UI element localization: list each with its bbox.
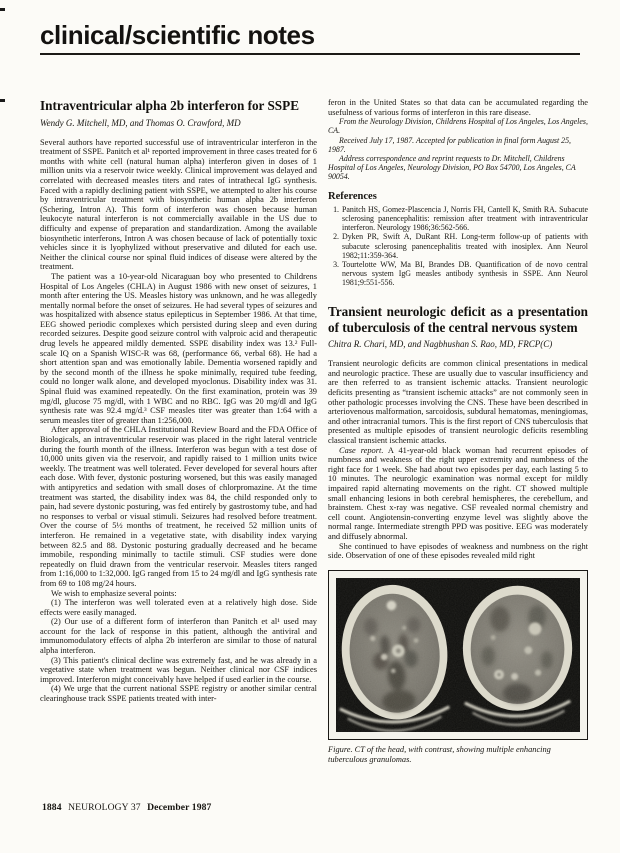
ct-scan-figure [328, 570, 588, 740]
scan-edge-mark [0, 99, 5, 102]
reference-item: 2. Dyken PR, Swift A, DuRant RH. Long-term follow-up of patients with subacute sclerosing panencephalitis treated with inosiplex. Ann Neurol 1982;11:359-364. [341, 232, 588, 259]
article2-paragraph: Transient neurologic deficits are common clinical presentations in medical and neurologic practice. These are usually due to vascular insufficiency and are then referred to as transient ischemic attacks. Transient neurologic deficits presenting as “transient ischemic attacks” are not commonly seen in other pathologic processes involving the CNS. These have been described in arteriovenous malformation, sarcoidosis, subdural hematomas, meningiomas, and other intracranial tumors. This is the first report of CNS tuberculosis that presented as multiple episodes of transient neurologic deficits resembling classical transient ischemic attacks. [328, 359, 588, 445]
article2 [328, 304, 588, 765]
article1-received-note: Received July 17, 1987. Accepted for publication in final form August 25, 1987. [328, 135, 571, 154]
figure-caption: Figure. CT of the head, with contrast, showing multiple enhancing tuberculous granulomas. [328, 744, 551, 764]
reference-item: 1. Panitch HS, Gomez-Plascencia J, Norris FH, Cantell K, Smith RA. Subacute sclerosing panencephalitis: remission after treatment with intraventricular interferon. Neurology 1986;36:562-566. [341, 205, 588, 232]
two-column-body [40, 98, 588, 765]
ct-scan-image [336, 578, 580, 732]
article1-point-3: (3) This patient's clinical decline was extremely fast, and he was already in a vegetative state when treatment was begun. Neither clinical nor CSF indices improved. Interferon might conceivably have helped if used earlier in the course. [40, 655, 317, 684]
article1-paragraph: Several authors have reported successful use of intraventricular interferon in the treatment of SSPE. Panitch et al¹ reported improvement in three cases treated for 6 months with white cell (natural human alpha) interferon given in doses of 1 million units via a reservoir twice weekly. Clinical improvement was delayed and correlated with decreased measles titers and rates of intrathecal IgG synthesis. Faced with a rapidly declining patient with SSPE, we attempted to alter his course by intraventricular treatment with biosynthetic human alpha 2b interferon (Schering, Intron A). This form of interferon was chosen because human leukocyte natural interferon is not commercially available in the US due to difficulty and expense of preparation and standardization. Among the available biosynthetic interferons, Intron A was chosen because of lack of potentially toxic vehicles since it is lyophylized without preservative and diluted for each use. Neither the clinical course nor spinal fluid indices of disease were altered by the treatment. [40, 137, 317, 272]
left-column [40, 98, 317, 765]
footer-page-number: 1884 [42, 802, 62, 813]
page-footer [42, 802, 215, 813]
article2-case-report [328, 446, 588, 542]
article1-correspondence-note: Address correspondence and reprint requests to Dr. Mitchell, Childrens Hospital of Los Angeles, Neurology Division, PO Box 54700, Los Angeles, CA 90054. [328, 154, 576, 182]
article1-paragraph: After approval of the CHLA Institutional Review Board and the FDA Office of Biologicals, an intraventricular reservoir was placed in the right lateral ventricle during the fourth month of the illness. Interferon was begun with a test dose of 10,000 units given via the reservoir, and rapidly raised to 1 million units twice weekly. The treatment was well tolerated. Fever developed for several hours after each dose. With fever, dystonic posturing worsened, but this was easily managed with antipyretics and sedation with small doses of chlorpromazine. At the time treatment was started, the disability index was 84, the child responded only to pain, had severe dystonic posturing, was fed entirely by gastrostomy tube, and had no responses to verbal or visual stimuli. Seizures had resolved before treatment. Over the course of 5½ months of treatment, he received 52 million units of interferon. He remained in a vegetative state, with disability index varying between 82.5 and 88. Dystonic posturing gradually decreased and he became immobile, responding minimally to tactile stimuli. CSF studies were done repeatedly on fluid drawn from the ventricular reservoir. Measles titers ranged from 1:16,000 to 1:32,000. IgG ranged from 15 to 24 mg/dl and IgG synthesis rate from 69 to 108 mg/24 hours. [40, 425, 317, 588]
scan-edge-mark [0, 8, 5, 11]
references-heading: References [328, 190, 377, 202]
case-report-text: A 41-year-old black woman had recurrent episodes of numbness and weakness of the right upper extremity and numbness of the right face for 1 week. She had about two episodes per day, each lasting 5 to 10 minutes. The neurologic examination was normal except for mildly impaired rapid alternating movements on the right. CT showed multiple small enhancing lesions in both cerebral hemispheres, the cerebellum, and brainstem. Chest x-ray was negative. CSF revealed normal chemistry and cell count. Angiotensin-converting enzyme level was slightly above the normal range. Intermediate strength PPD was positive. EEG was moderately and diffusely abnormal. [328, 445, 588, 541]
article1-paragraph: The patient was a 10-year-old Nicaraguan boy who presented to Childrens Hospital of Los Angeles (CHLA) in August 1986 with new onset of seizures, 1 month after entering the US. Measles history was unknown, and he was allegedly mentally normal before the onset of seizures. He had several types of seizures and was hospitalized with absence status epilepticus in September 1986. At that time, EEG showed periodic complexes which persisted during sleep and even during recorded seizures. Despite good seizure control with valproic acid and therapeutic drug levels he appeared mildly demented. SSPE disability index was 13.² Full-scale IQ on a Spanish WISC-R was 68, (performance 66, verbal 68). He had a short attention span and was emotionally labile. Dementia worsened rapidly and by the second month of the illness he spoke minimally, required tube feeding, could no longer walk alone, and developed myoclonus. Disability index was 31. Spinal fluid was examined repeatedly. On the first examination, protein was 39 mg/dl, glucose 75 mg/dl, with 1 WBC and no RBC. IgG was 20 mg/dl and IgG synthesis rate was 92.4 mg/d.³ CSF measles titer was greater than 1:64 with a serum measles titer of greater than 1:256,000. [40, 271, 317, 425]
ct-scan-photo [336, 578, 580, 732]
article2-title: Transient neurologic deficit as a presentation of tuberculosis of the central nervous system [328, 304, 588, 335]
article2-paragraph: She continued to have episodes of weakness and numbness on the right side. Observation of one of these episodes revealed mild right [328, 541, 588, 561]
masthead-rule [40, 53, 580, 55]
article1-title: Intraventricular alpha 2b interferon for SSPE [40, 98, 299, 113]
masthead [40, 20, 588, 51]
footer-issue-date: December 1987 [147, 802, 212, 813]
right-column [328, 98, 588, 765]
footer-journal-name: NEUROLOGY 37 [68, 802, 141, 813]
article1-point-1: (1) The interferon was well tolerated even at a relatively high dose. Side effects were easily managed. [40, 598, 317, 617]
article1-authors: Wendy G. Mitchell, MD, and Thomas O. Crawford, MD [40, 117, 241, 128]
article1-paragraph: We wish to emphasize several points: [51, 588, 177, 598]
section-title: clinical/scientific notes [40, 20, 315, 50]
reference-item: 3. Tourtelotte WW, Ma BI, Brandes DB. Quantification of de novo central nervous system IgG measles antibody synthesis in SSPE. Ann Neurol 1981;9:551-556. [341, 260, 588, 287]
article1-continuation: feron in the United States so that data can be accumulated regarding the usefulness of various forms of interferon in this rare disease. [328, 98, 588, 117]
article2-authors: Chitra R. Chari, MD, and Nagbhushan S. Rao, MD, FRCP(C) [328, 339, 553, 350]
article1-point-4: (4) We urge that the current national SSPE registry or another similar central clearinghouse track SSPE patients treated with inter- [40, 684, 317, 704]
article1-affiliation: From the Neurology Division, Childrens Hospital of Los Angeles, Los Angeles, CA. [328, 117, 588, 136]
article1-point-2: (2) Our use of a different form of interferon than Panitch et al¹ used may account for the lack of response in this patient, although the antiviral and immunomodulatory effects of alpha 2b interferon are similar to those of natural alpha interferon. [40, 617, 317, 656]
case-report-label: Case report. [339, 445, 384, 455]
reference-list [328, 205, 588, 287]
